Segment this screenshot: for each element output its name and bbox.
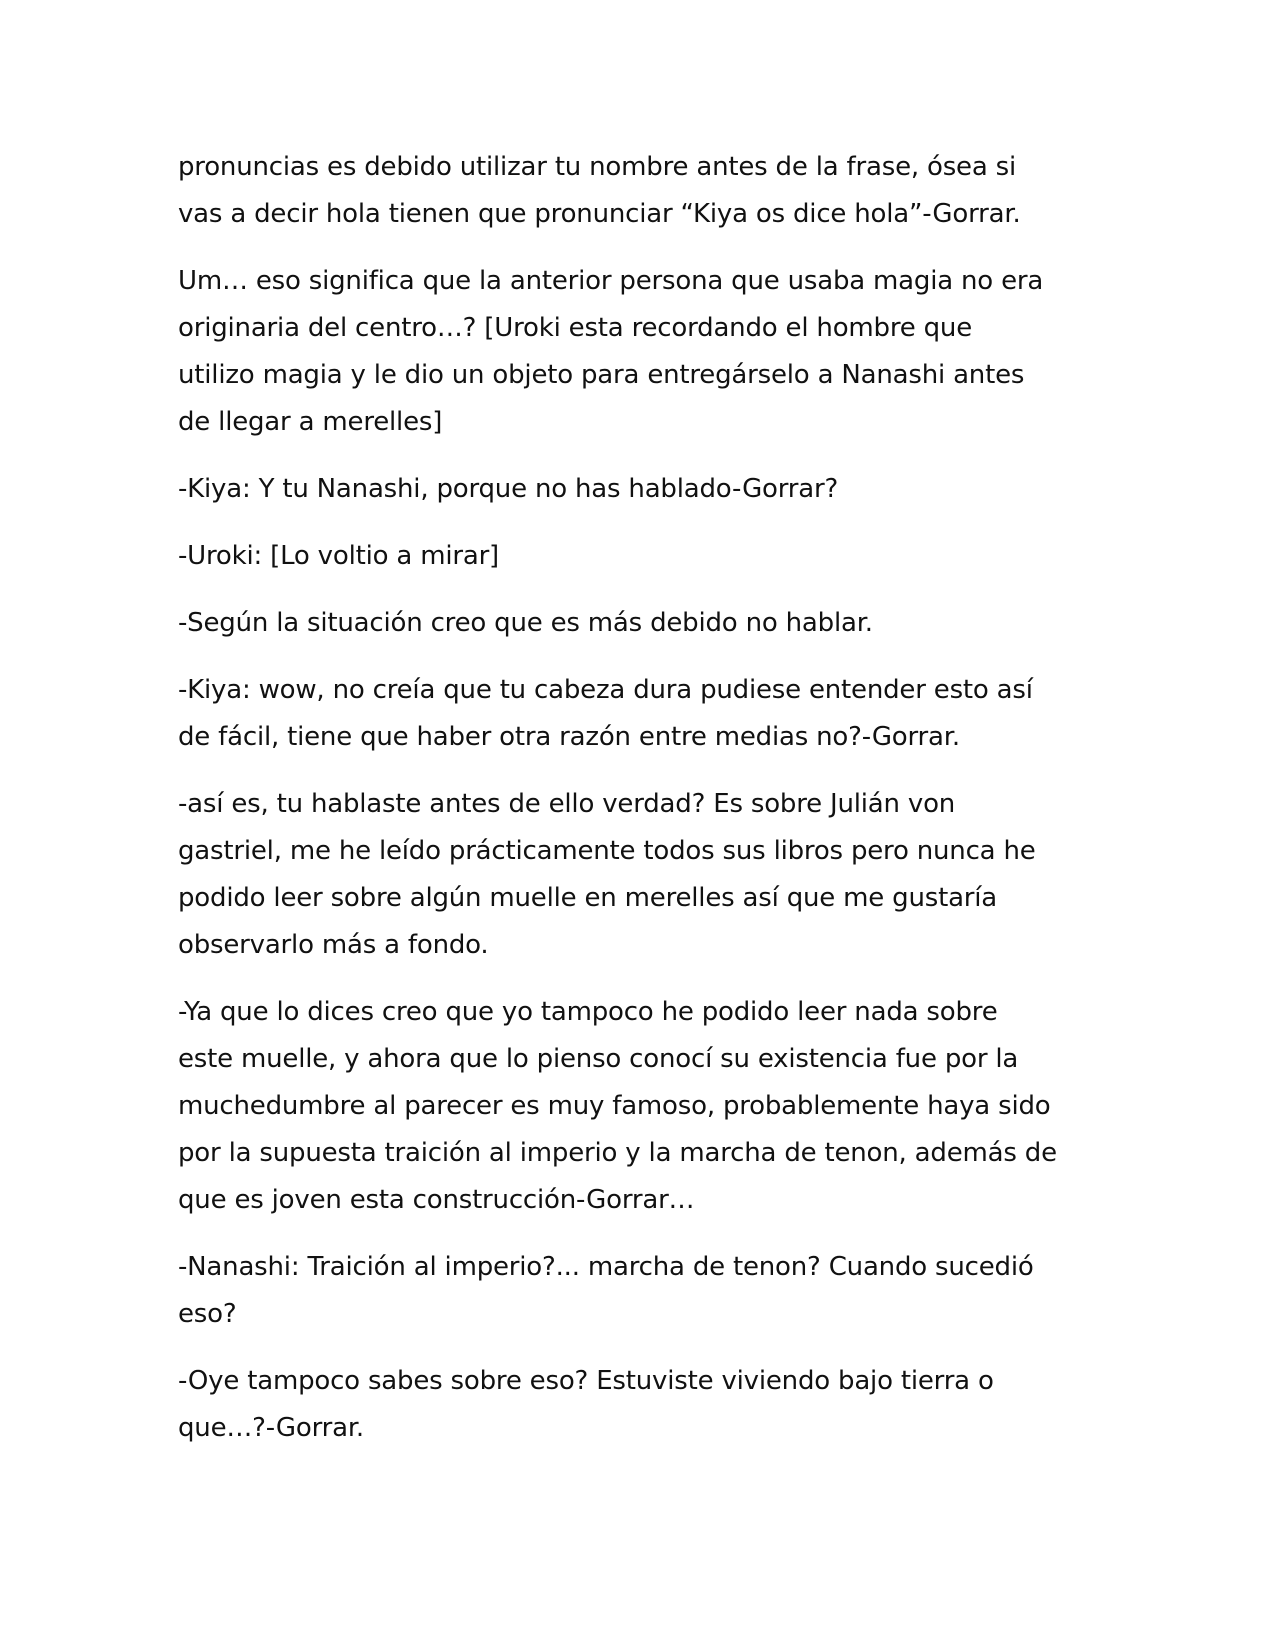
paragraph: -Ya que lo dices creo que yo tampoco he podido leer nada sobre este muelle, y ahora que lo pienso conocí su existencia fue por la muchedumbre al parecer es muy famoso, probablemente haya sido por la supuesta traición al imperio y la marcha de tenon, además de que es joven esta construcción-Gorrar… xyxy=(178,997,1057,1215)
paragraph: -Según la situación creo que es más debido no hablar. xyxy=(178,608,873,638)
paragraph: -Uroki: [Lo voltio a mirar] xyxy=(178,541,499,571)
paragraph: -Kiya: Y tu Nanashi, porque no has hablado-Gorrar? xyxy=(178,474,839,504)
paragraph: -Nanashi: Traición al imperio?... marcha de tenon? Cuando sucedió eso? xyxy=(178,1252,1034,1329)
document-body xyxy=(178,144,1108,1472)
paragraph: pronuncias es debido utilizar tu nombre antes de la frase, ósea si vas a decir hola tienen que pronunciar “Kiya os dice hola”-Gorrar. xyxy=(178,152,1021,229)
paragraph: -Oye tampoco sabes sobre eso? Estuviste viviendo bajo tierra o que…?-Gorrar. xyxy=(178,1366,994,1443)
paragraph: -Kiya: wow, no creía que tu cabeza dura pudiese entender esto así de fácil, tiene que haber otra razón entre medias no?-Gorrar. xyxy=(178,675,1033,752)
paragraph: Um… eso significa que la anterior persona que usaba magia no era originaria del centro…? [Uroki esta recordando el hombre que utilizo magia y le dio un objeto para entregárselo a Nanashi antes de llegar a merelles] xyxy=(178,266,1044,437)
paragraph: -así es, tu hablaste antes de ello verdad? Es sobre Julián von gastriel, me he leído prácticamente todos sus libros pero nunca he podido leer sobre algún muelle en merelles así que me gustaría observarlo más a fondo. xyxy=(178,789,1036,960)
